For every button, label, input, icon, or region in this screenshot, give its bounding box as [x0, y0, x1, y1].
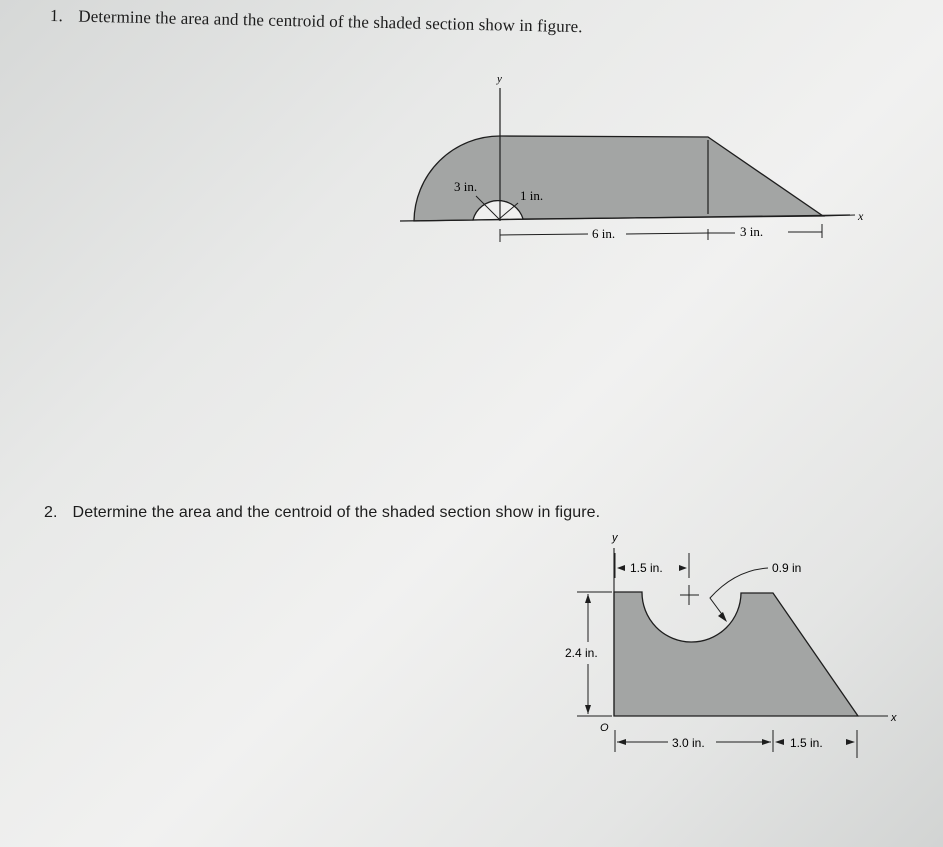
- figure-2-y-label: y: [612, 532, 618, 544]
- figure-1-dim-line-left-b: [626, 233, 708, 234]
- figure-2-height-arrow-bottom: [585, 705, 591, 714]
- figure-2-dim-3-0in: 3.0 in.: [672, 736, 705, 750]
- figure-2-bottom-arrow-b: [762, 739, 771, 745]
- problem-1-text: Determine the area and the centroid of the shaded section show in figure.: [78, 6, 583, 37]
- figure-1-dim-6in: 6 in.: [592, 226, 616, 241]
- figure-2-dim-2-4in: 2.4 in.: [565, 646, 598, 660]
- problem-2-text: Determine the area and the centroid of the shaded section show in figure.: [72, 504, 601, 521]
- figure-2-dim-1-5in-top: 1.5 in.: [630, 561, 663, 575]
- figure-1-dim-line-left-a: [500, 234, 588, 235]
- figure-2-x-label: x: [891, 712, 897, 724]
- figure-2-radius-arrow: [718, 612, 727, 622]
- problem-1-number: 1.: [49, 6, 64, 26]
- figure-2-top-arrow-right: [679, 565, 687, 571]
- figure-1-y-label: y: [497, 73, 502, 85]
- figure-2-dim-1-5in-bottom: 1.5 in.: [790, 736, 823, 750]
- figure-1-dim-3in: 3 in.: [740, 224, 764, 239]
- figure-2-bottom-arrow-d: [846, 739, 855, 745]
- figure-1-radius-small-label: 1 in.: [520, 188, 544, 203]
- figure-1-radius-large-label: 3 in.: [454, 179, 478, 194]
- problem-2-number: 2.: [44, 504, 58, 521]
- figure-1: [400, 73, 864, 242]
- figure-2-shaded-area: [614, 592, 858, 716]
- figure-2-height-arrow-top: [585, 594, 591, 603]
- figure-1-x-label: x: [858, 209, 864, 223]
- figure-2-top-arrow-left: [617, 565, 625, 571]
- figure-2-origin-label: O: [600, 722, 609, 734]
- figure-2-radius-label: 0.9 in: [772, 561, 802, 575]
- figure-2-bottom-arrow-a: [617, 739, 626, 745]
- figure-2: [565, 532, 897, 758]
- figure-2-bottom-arrow-c: [775, 739, 784, 745]
